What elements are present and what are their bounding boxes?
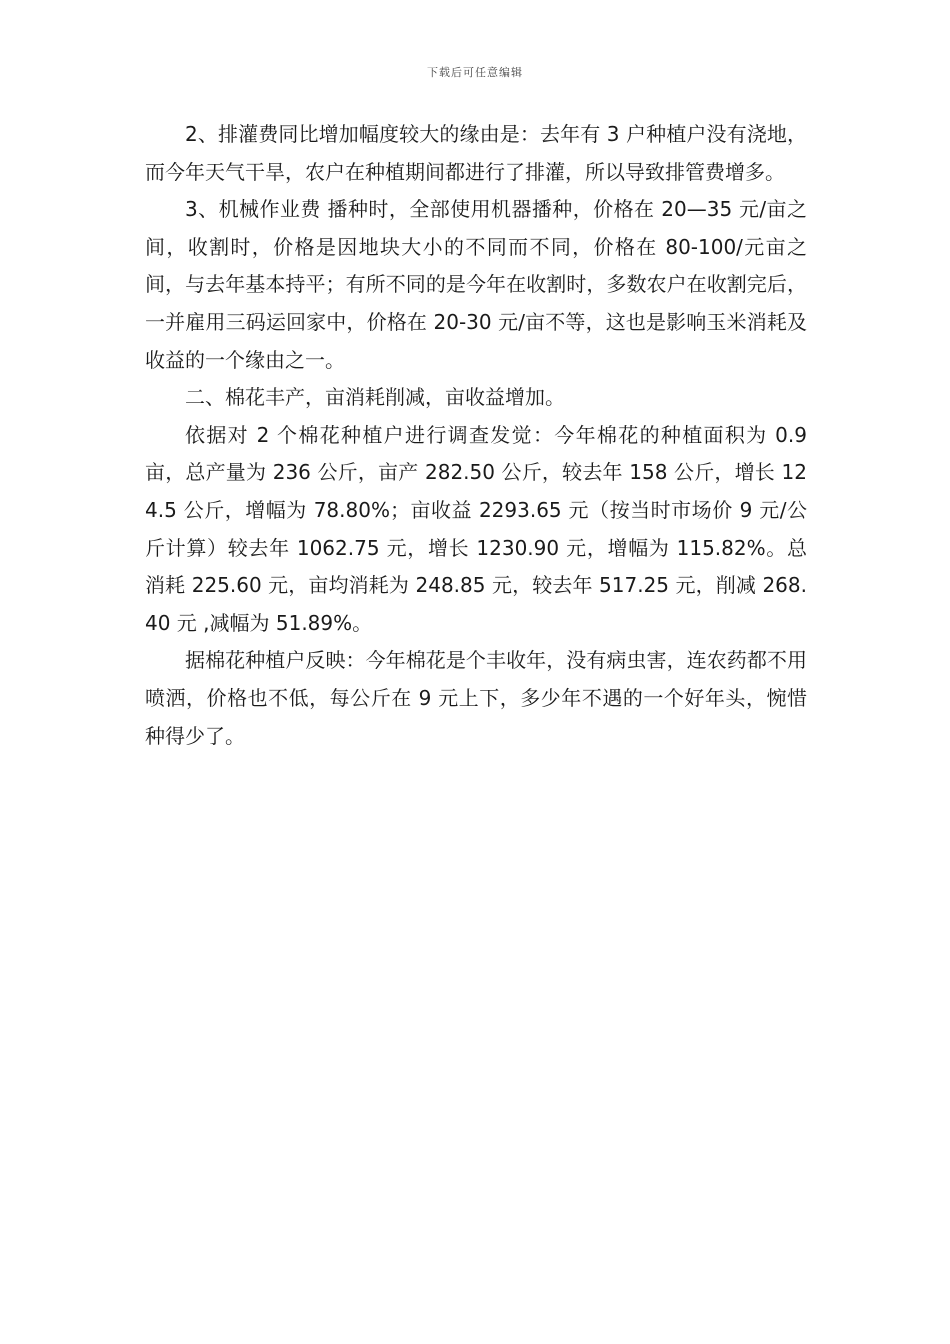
document-body <box>145 116 807 755</box>
page-header: 下载后可任意编辑 <box>427 66 523 79</box>
section-heading-cotton: 二、棉花丰产，亩消耗削减，亩收益增加。 <box>185 385 565 410</box>
paragraph-machinery-cost: 3、机械作业费 播种时，全部使用机器播种，价格在 20—35 元/亩之间，收割时，价格是因地块大小的不同而不同，价格在 80-100/元亩之间，与去年基本持平；有所不同的是今年在收割时，多数农户在收割完后，一并雇用三码运回家中，价格在 20-30 元/亩不等，这也是影响玉米消耗及收益的一个缘由之一。 <box>145 197 807 372</box>
paragraph-irrigation-cost: 2、排灌费同比增加幅度较大的缘由是：去年有 3 户种植户没有浇地，而今年天气干旱，农户在种植期间都进行了排灌，所以导致排管费增多。 <box>145 122 807 184</box>
paragraph-cotton-feedback: 据棉花种植户反映：今年棉花是个丰收年，没有病虫害，连农药都不用喷洒，价格也不低，每公斤在 9 元上下，多少年不遇的一个好年头，惋惜种得少了。 <box>145 648 807 748</box>
paragraph-cotton-survey: 依据对 2 个棉花种植户进行调查发觉：今年棉花的种植面积为 0.9 亩，总产量为 236 公斤，亩产 282.50 公斤，较去年 158 公斤，增长 124.5 公斤，增幅为 78.80%；亩收益 2293.65 元（按当时市场价 9 元/公斤计算）较去年 1062.75 元，增长 1230.90 元，增幅为 115.82%。总消耗 225.60 元，亩均消耗为 248.85 元，较去年 517.25 元，削减 268.40 元 ,减幅为 51.89%。 <box>145 422 807 635</box>
